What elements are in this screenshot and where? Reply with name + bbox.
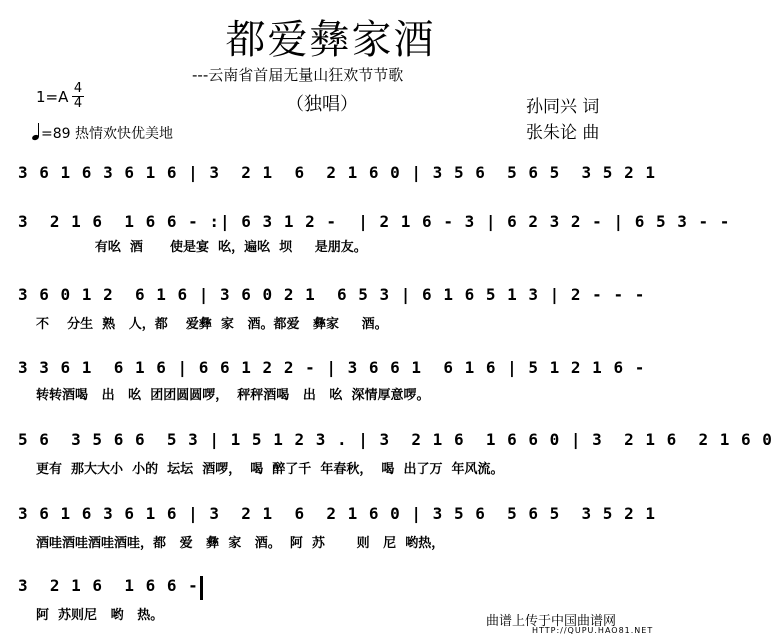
lyrics-line: 阿 苏则尼 哟 热。 — [36, 608, 164, 623]
final-barline — [200, 576, 203, 600]
lyrics-line: 更有 那大大小 小的 坛坛 酒啰， 喝 醉了千 年春秋， 喝 出了万 年风流。 — [36, 462, 504, 477]
lyrics-line: 有吆 酒 使是宴 吆，遍吆 坝 是朋友。 — [36, 240, 367, 255]
watermark-url: HTTP://QUPU.HAO81.NET — [532, 626, 654, 635]
lyrics-line: 转转酒喝 出 吆 团团圆圆啰， 秤秤酒喝 出 吆 深情厚意啰。 — [36, 388, 430, 403]
lyrics-line: 不 分生 熟 人，都 爱彝 家 酒。都爱 彝家 酒。 — [36, 317, 388, 332]
song-subtitle: ---云南省首届无量山狂欢节节歌 — [192, 66, 404, 84]
watermark-text: 曲谱上传于中国曲谱网 — [486, 614, 617, 629]
notation-line: 3 6 1 6 3 6 1 6 | 3 2 1 6 2 1 6 0 | 3 5 6 5 6 5 3 5 2 1 — [18, 504, 656, 523]
time-signature — [72, 82, 84, 111]
time-signature-top: 4 — [73, 81, 83, 96]
tempo-text: =89 热情欢快优美地 — [41, 126, 173, 142]
lyrics-line: 酒哇酒哇酒哇酒哇，都 爱 彝 家 酒。 阿 苏 则 尼 哟热， — [36, 536, 445, 551]
notation-line: 3 6 1 6 3 6 1 6 | 3 2 1 6 2 1 6 0 | 3 5 6 5 6 5 3 5 2 1 — [18, 163, 656, 182]
lyricist-credit: 孙同兴 词 — [526, 97, 600, 117]
song-title: 都爱彝家酒 — [225, 17, 436, 63]
composer-credit: 张朱论 曲 — [526, 123, 600, 143]
notation-line: 3 6 0 1 2 6 1 6 | 3 6 0 2 1 6 5 3 | 6 1 6 5 1 3 | 2 - - - — [18, 285, 646, 304]
tempo-marking — [32, 123, 173, 143]
performance-type: （独唱） — [286, 94, 358, 115]
notation-line: 5 6 3 5 6 6 5 3 | 1 5 1 2 3 . | 3 2 1 6 1 6 6 0 | 3 2 1 6 2 1 6 0 — [18, 430, 773, 449]
notation-line: 3 2 1 6 1 6 6 - :| 6 3 1 2 - | 2 1 6 - 3 | 6 2 3 2 - | 6 5 3 - - — [18, 212, 731, 231]
time-signature-bottom: 4 — [73, 96, 83, 111]
key-signature: 1=A — [36, 88, 69, 106]
notation-line: 3 3 6 1 6 1 6 | 6 6 1 2 2 - | 3 6 6 1 6 1 6 | 5 1 2 1 6 - — [18, 358, 646, 377]
notation-line: 3 2 1 6 1 6 6 - — [18, 576, 199, 595]
